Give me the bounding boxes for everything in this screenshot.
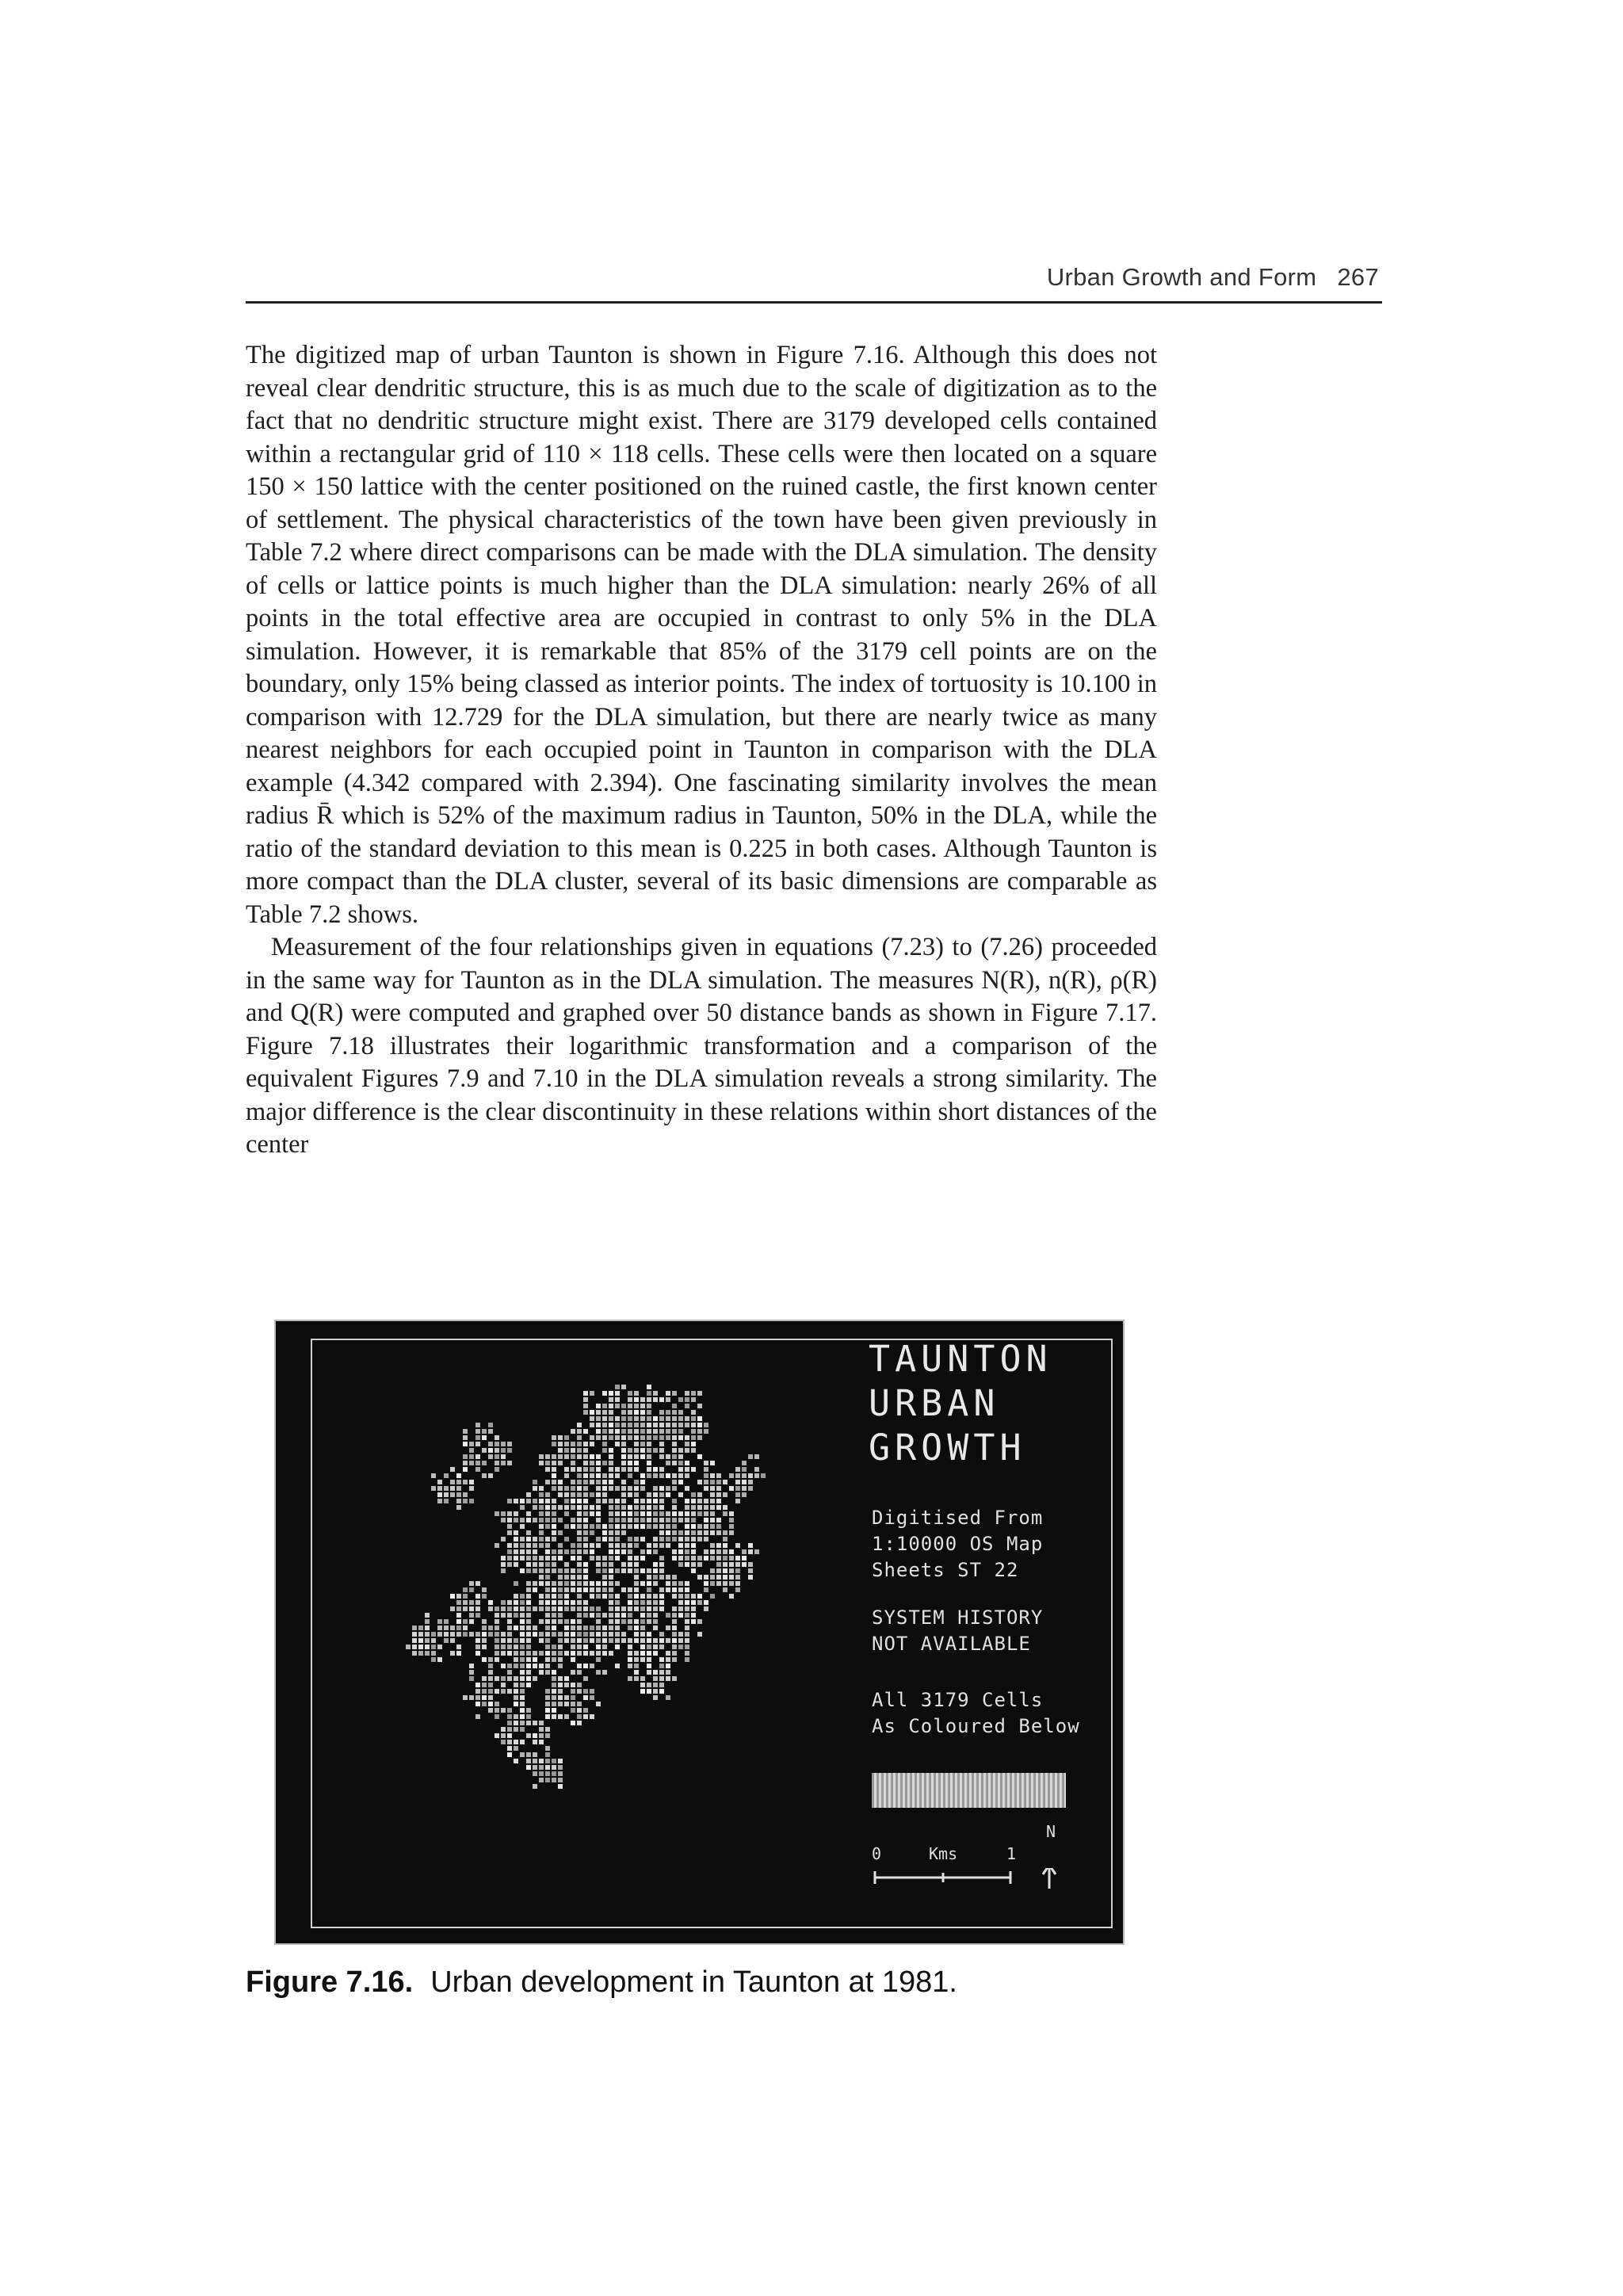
cells-line: All 3179 Cells <box>872 1689 1044 1711</box>
scale-one: 1 <box>1006 1844 1017 1863</box>
scale-unit: Kms <box>929 1844 958 1863</box>
paragraph-1: The digitized map of urban Taunton is shown in Figure 7.16. Although this does not reveal clear dendritic structure, this is as much due to the scale of digitization as to the fact that no dendritic structure might exist. There are 3179 developed cells contained within a rectangular grid of 110 × 118 cells. These cells were then located on a square 150 × 150 lattice with the center positioned on the ruined castle, the first known center of settlement. The physical characteristics of the town have been given previously in Table 7.2 where direct comparisons can be made with the DLA simulation. The density of cells or lattice points is much higher than the DLA simulation: nearly 26% of all points in the total effective area are occupied in contrast to only 5% in the DLA simulation. However, it is remarkable that 85% of the 3179 cell points are on the boundary, only 15% being classed as interior points. The index of tortuosity is 10.100 in comparison with 12.729 for the DLA simulation, but there are nearly twice as many nearest neighbors for each occupied point in Taunton in comparison with the DLA example (4.342 compared with 2.394). One fascinating similarity involves the mean radius R̄ which is 52% of the maximum radius in Taunton, 50% in the DLA, while the ratio of the standard deviation to this mean is 0.225 in both cases. Although Taunton is more compact than the DLA cluster, several of its basic dimensions are comparable as Table 7.2 shows. <box>246 341 1157 929</box>
source-line: Digitised From <box>872 1507 1044 1529</box>
title-line-taunton: TAUNTON <box>869 1338 1052 1380</box>
caption-text: Urban development in Taunton at 1981. <box>430 1966 957 1999</box>
source-note <box>872 1505 1102 1584</box>
history-line: NOT AVAILABLE <box>872 1633 1031 1655</box>
scale-zero: 0 <box>872 1844 882 1863</box>
cells-line: As Coloured Below <box>872 1715 1080 1737</box>
header-rule <box>246 301 1382 304</box>
page-number: 267 <box>1337 263 1379 291</box>
running-title: Urban Growth and Form <box>1046 263 1317 291</box>
source-line: 1:10000 OS Map <box>872 1533 1044 1555</box>
figure-title <box>869 1337 1106 1470</box>
figure-caption <box>246 1966 957 2000</box>
running-header <box>246 263 1379 301</box>
history-line: SYSTEM HISTORY <box>872 1606 1044 1629</box>
urban-cells-map <box>387 1353 862 1813</box>
legend-color-bar <box>872 1773 1066 1808</box>
north-label: N <box>1046 1822 1056 1841</box>
source-line: Sheets ST 22 <box>872 1559 1019 1581</box>
urban-cells <box>406 1385 766 1789</box>
cells-note <box>872 1687 1102 1740</box>
scale-graphic <box>872 1868 1078 1900</box>
north-arrow-icon <box>1043 1868 1056 1889</box>
history-note <box>872 1605 1102 1657</box>
paragraph-2: Measurement of the four relationships given in equations (7.23) to (7.26) proceeded in the same way for Taunton as in the DLA simulation. The measures N(R), n(R), ρ(R) and Q(R) were computed and graphed over 50 distance bands as shown in Figure 7.17. Figure 7.18 illustrates their logarithmic transformation and a comparison of the equivalent Figures 7.9 and 7.10 in the DLA simulation reveals a strong similarity. The major difference is the clear discontinuity in these relations within short distances of the center <box>246 933 1157 1159</box>
taunton-map-figure <box>274 1320 1125 1945</box>
scale-bar <box>872 1822 1109 1900</box>
title-line-urban: URBAN <box>869 1382 1000 1424</box>
caption-label: Figure 7.16. <box>246 1966 414 1999</box>
title-line-growth: GROWTH <box>869 1427 1026 1469</box>
body-text <box>246 339 1157 1162</box>
